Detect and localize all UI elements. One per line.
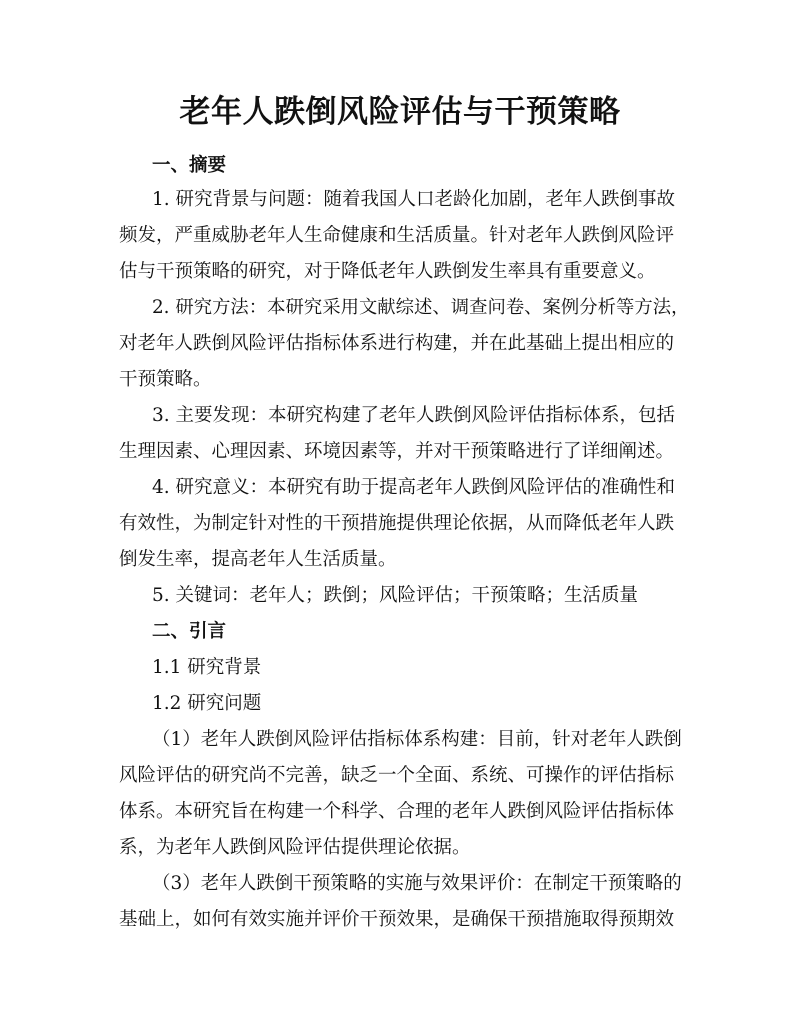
- subsection-heading-question: 1.2 研究问题: [152, 693, 262, 714]
- paragraph-line: 体系。本研究旨在构建一个科学、合理的老年人跌倒风险评估指标体: [119, 801, 675, 822]
- document-title: 老年人跌倒风险评估与干预策略: [179, 94, 621, 130]
- paragraph-line: 3. 主要发现：本研究构建了老年人跌倒风险评估指标体系，包括: [152, 405, 676, 426]
- paragraph-line: （3）老年人跌倒干预策略的实施与效果评价：在制定干预策略的: [152, 873, 682, 894]
- paragraph-line: 倒发生率，提高老年人生活质量。: [119, 549, 397, 570]
- paragraph-line: （1）老年人跌倒风险评估指标体系构建：目前，针对老年人跌倒: [152, 729, 682, 750]
- paragraph-line: 系，为老年人跌倒风险评估提供理论依据。: [119, 837, 471, 858]
- paragraph-line: 风险评估的研究尚不完善，缺乏一个全面、系统、可操作的评估指标: [119, 765, 675, 786]
- paragraph-line: 基础上，如何有效实施并评价干预效果，是确保干预措施取得预期效: [119, 909, 675, 930]
- paragraph-line: 对老年人跌倒风险评估指标体系进行构建，并在此基础上提出相应的: [119, 333, 675, 354]
- paragraph-line: 2. 研究方法：本研究采用文献综述、调查问卷、案例分析等方法，: [152, 297, 690, 318]
- paragraph-line: 4. 研究意义：本研究有助于提高老年人跌倒风险评估的准确性和: [152, 477, 676, 498]
- paragraph-line: 有效性，为制定针对性的干预措施提供理论依据，从而降低老年人跌: [119, 513, 675, 534]
- paragraph-line: 频发，严重威胁老年人生命健康和生活质量。针对老年人跌倒风险评: [119, 225, 675, 246]
- paragraph-line: 干预策略。: [119, 369, 212, 390]
- paragraph-line: 生理因素、心理因素、环境因素等，并对干预策略进行了详细阐述。: [119, 441, 675, 462]
- section-heading-abstract: 一、摘要: [152, 155, 227, 176]
- paragraph-line: 5. 关键词：老年人；跌倒；风险评估；干预策略；生活质量: [152, 585, 639, 606]
- paragraph-line: 1. 研究背景与问题：随着我国人口老龄化加剧，老年人跌倒事故: [152, 189, 676, 210]
- section-heading-introduction: 二、引言: [152, 621, 227, 642]
- paragraph-line: 估与干预策略的研究，对于降低老年人跌倒发生率具有重要意义。: [119, 261, 656, 282]
- subsection-heading-background: 1.1 研究背景: [152, 657, 262, 678]
